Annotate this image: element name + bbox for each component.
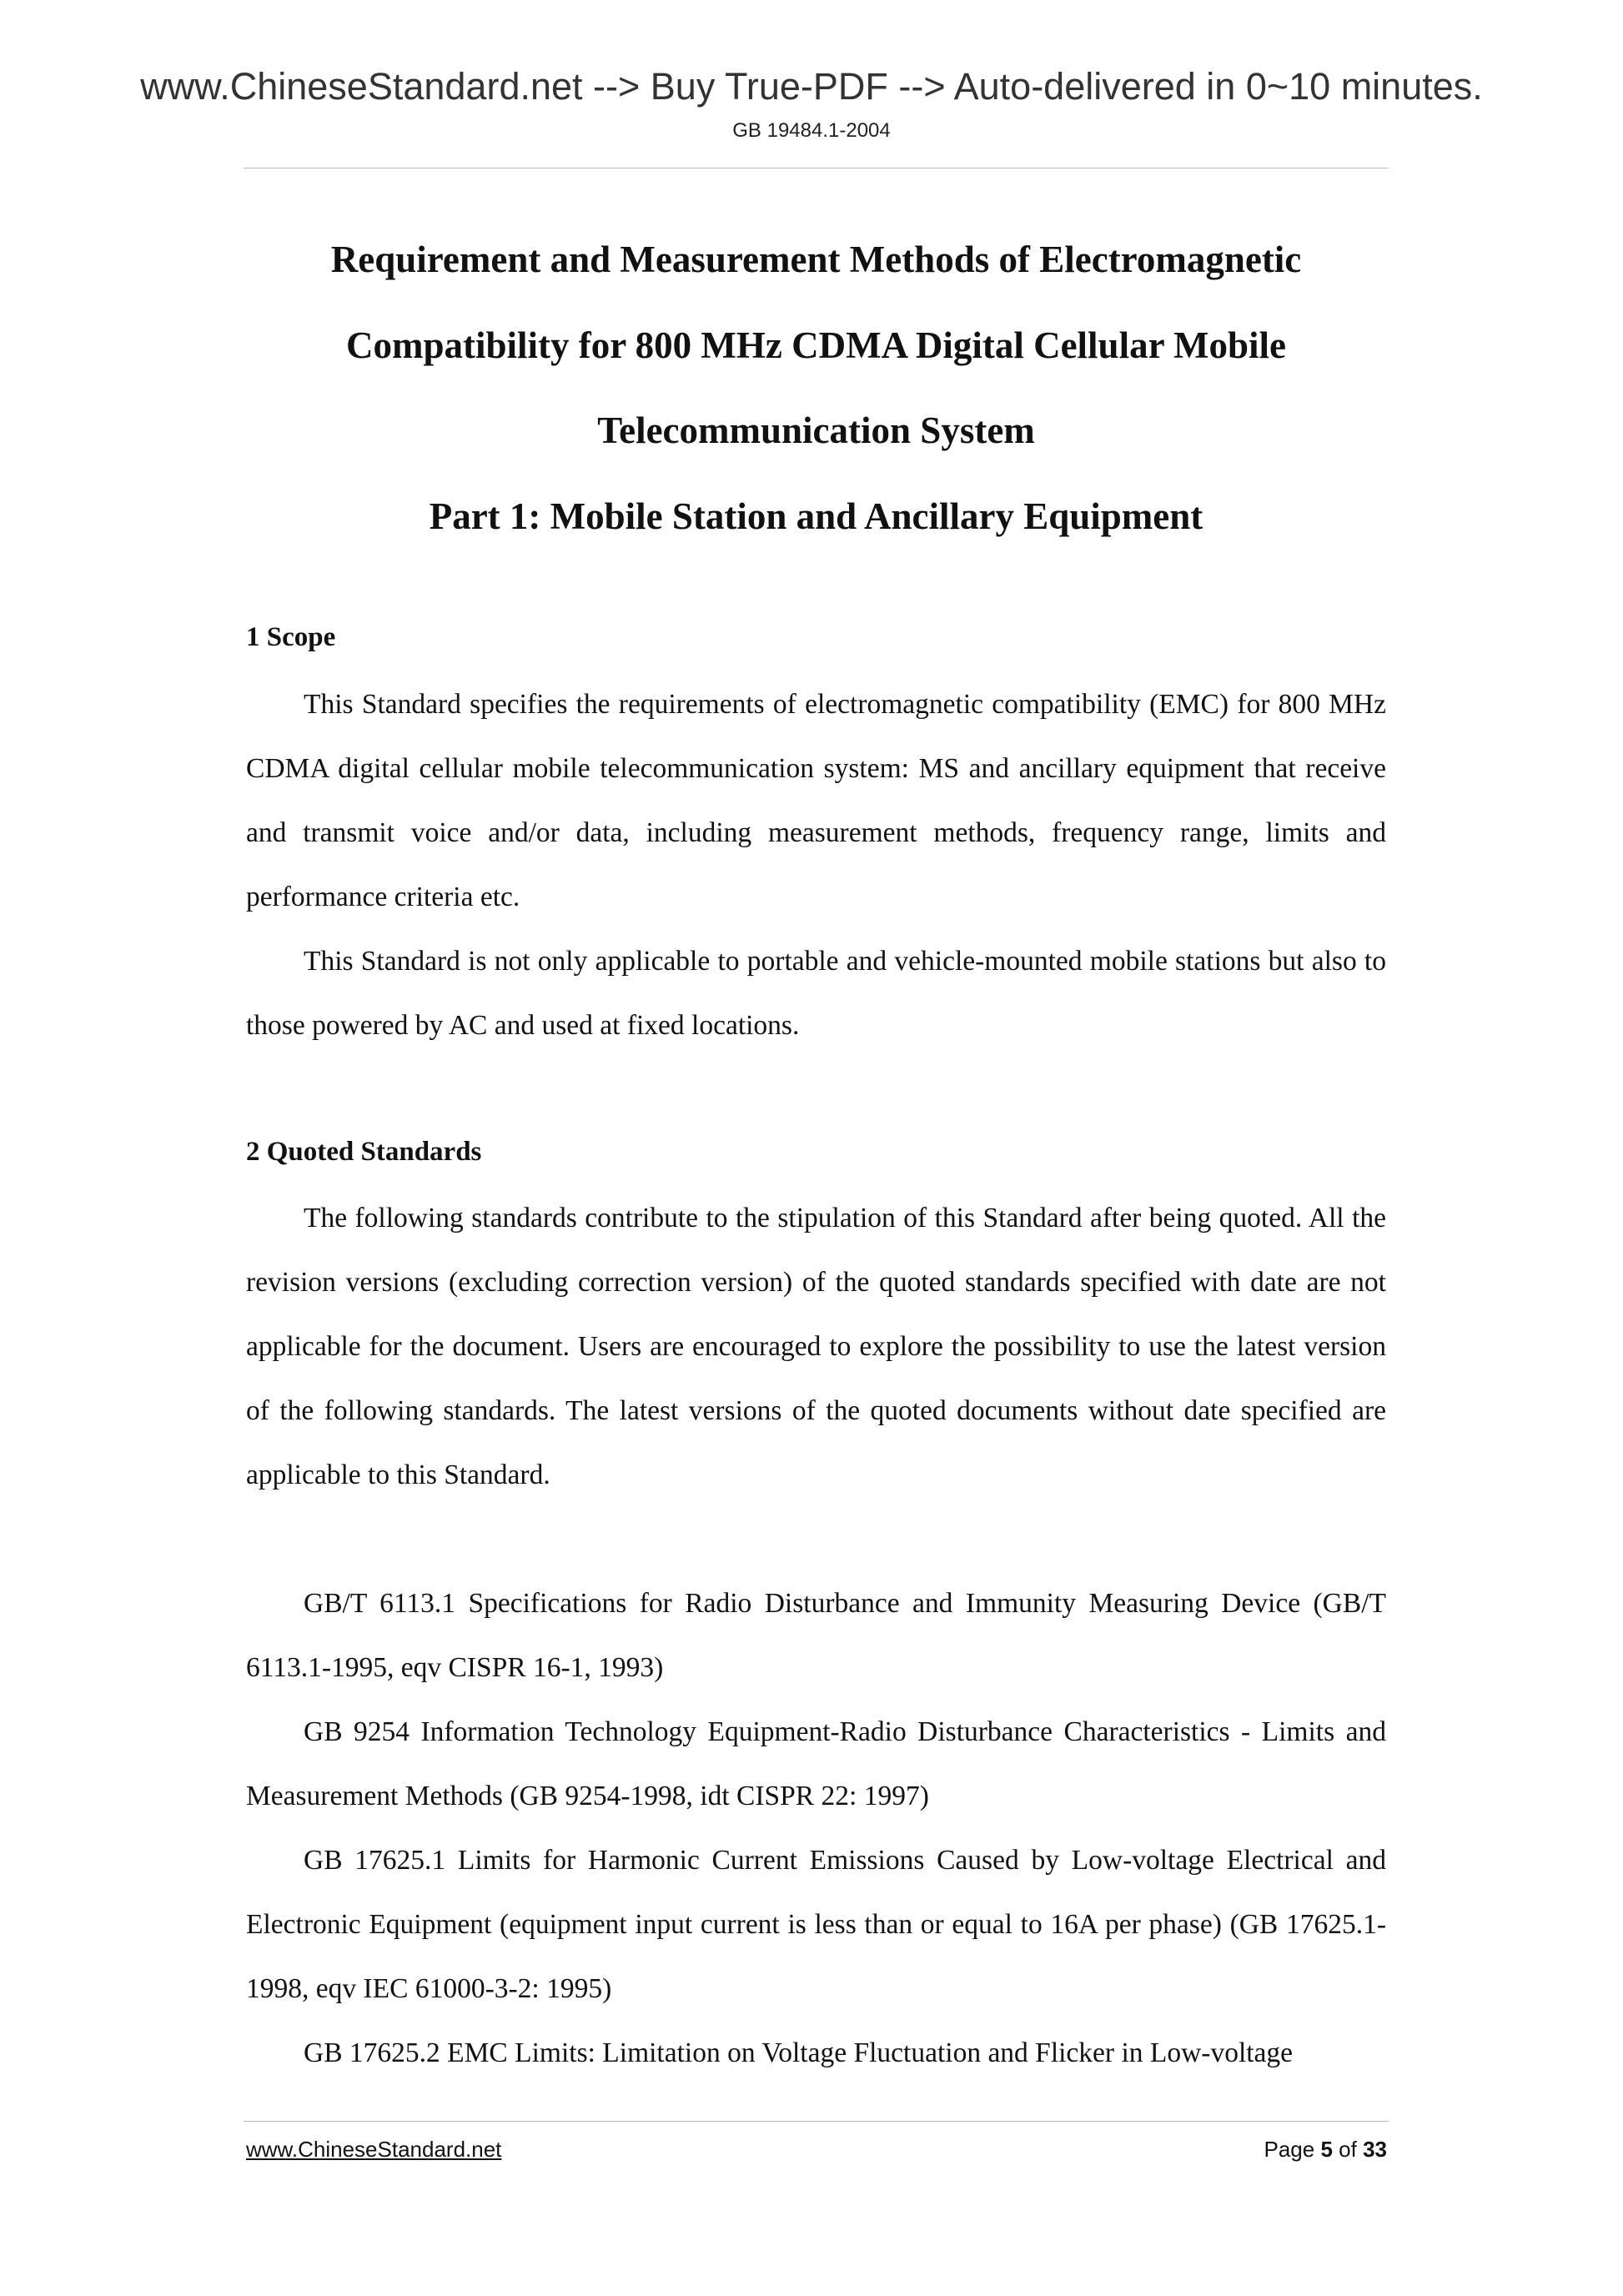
page-prefix: Page — [1264, 2137, 1315, 2162]
title-line-2: Compatibility for 800 MHz CDMA Digital Cellular Mobile — [346, 324, 1286, 366]
title-line-4: Part 1: Mobile Station and Ancillary Equipment — [429, 495, 1203, 537]
page-total: 33 — [1363, 2137, 1387, 2162]
standard-code: GB 19484.1-2004 — [732, 119, 891, 142]
quoted-standards-intro: The following standards contribute to the stipulation of this Standard after being quoted. All the revision versions (excluding correction version) of the quoted standards specified with date are not applicable for the document. Users are encouraged to explore the possibility to use the latest version of the following standards. The latest versions of the quoted documents without date specified are applicable to this Standard. — [246, 1203, 1386, 1490]
page-number — [1264, 2137, 1387, 2163]
footer-divider — [244, 2121, 1389, 2122]
page-current: 5 — [1320, 2137, 1333, 2162]
footer-website-link[interactable]: www.ChineseStandard.net — [246, 2137, 502, 2162]
title-line-1: Requirement and Measurement Methods of Electromagnetic — [330, 239, 1302, 280]
scope-paragraph-1: This Standard specifies the requirements of electromagnetic compatibility (EMC) for 800 MHz CDMA digital cellular mobile telecommunication system: MS and ancillary equipment that receive and transmit voice and/or data, including measurement methods, frequency range, limits and performance criteria etc. — [246, 689, 1386, 912]
reference-item-gb-17625-1: GB 17625.1 Limits for Harmonic Current Emissions Caused by Low-voltage Electrical and Electronic Equipment (equipment input current is less than or equal to 16A per phase) (GB 17625.1-1998, eqv IEC 61000-3-2: 1995) — [246, 1845, 1386, 2004]
section-heading-scope: 1 Scope — [246, 622, 336, 652]
scope-paragraph-2: This Standard is not only applicable to portable and vehicle-mounted mobile stations but also to those powered by AC and used at fixed locations. — [246, 946, 1386, 1041]
reference-item-gb-17625-2: GB 17625.2 EMC Limits: Limitation on Voltage Fluctuation and Flicker in Low-voltage — [304, 2037, 1294, 2068]
reference-item-gbt-6113-1: GB/T 6113.1 Specifications for Radio Disturbance and Immunity Measuring Device (GB/T 6113.1-1995, eqv CISPR 16-1, 1993) — [246, 1588, 1386, 1683]
top-banner: www.ChineseStandard.net --> Buy True-PDF --> Auto-delivered in 0~10 minutes. — [140, 65, 1483, 108]
title-line-3: Telecommunication System — [597, 409, 1035, 451]
section-heading-quoted-standards: 2 Quoted Standards — [246, 1137, 482, 1167]
reference-item-gb-9254: GB 9254 Information Technology Equipment-Radio Disturbance Characteristics - Limits and Measurement Methods (GB 9254-1998, idt CISPR 22: 1997) — [246, 1716, 1386, 1811]
page-of: of — [1339, 2137, 1357, 2162]
